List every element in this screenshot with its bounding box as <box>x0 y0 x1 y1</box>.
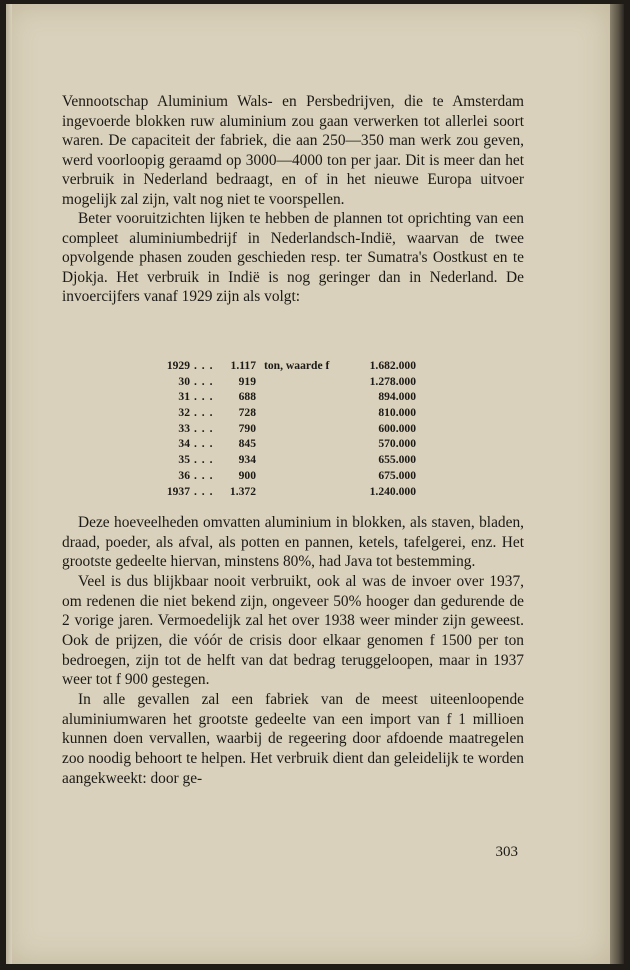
value-cell: 655.000 <box>378 453 416 467</box>
table-row <box>150 358 430 374</box>
table-row <box>150 389 430 405</box>
year-cell: 31 <box>178 390 190 404</box>
table-row <box>150 374 430 390</box>
tons-cell: 1.372 <box>229 484 256 498</box>
paragraph: Veel is dus blijkbaar nooit verbruikt, ook al was de invoer over 1937, om redenen die niet bekend zijn, ongeveer 50% hooger dan gedurende de 2 vorige jaren. Vermoedelijk zal het over 1938 weer minder zijn geweest. Ook de prijzen, die vóór de crisis door elkaar genomen f 1500 per ton bedroegen, zijn tot de helft van dat bedrag teruggeloopen, maar in 1937 weer tot f 900 gestegen. <box>62 572 524 689</box>
table-row <box>150 436 430 452</box>
year-cell: 1937 <box>166 484 190 498</box>
year-cell: 34 <box>178 437 190 451</box>
table-row <box>150 452 430 468</box>
leader-dots: . . . <box>194 484 214 498</box>
tons-cell: 790 <box>238 421 256 435</box>
leader-dots: . . . <box>194 421 214 435</box>
table-row <box>150 484 430 500</box>
tons-cell: 845 <box>238 437 256 451</box>
year-cell: 33 <box>178 421 190 435</box>
table-row <box>150 405 430 421</box>
body-text-bottom <box>62 513 524 788</box>
leader-dots: . . . <box>194 390 214 404</box>
import-figures-table <box>150 358 430 499</box>
leader-dots: . . . <box>194 468 214 482</box>
unit-label <box>256 405 336 421</box>
value-cell: 675.000 <box>378 468 416 482</box>
value-cell: 894.000 <box>378 390 416 404</box>
value-cell: 1.278.000 <box>369 374 416 388</box>
leader-dots: . . . <box>194 437 214 451</box>
unit-label: ton, waarde f <box>264 359 330 372</box>
page-stack-edge <box>610 4 624 964</box>
value-cell: 570.000 <box>378 437 416 451</box>
unit-label <box>256 421 336 437</box>
body-text-top <box>62 92 524 307</box>
tons-cell: 900 <box>238 468 256 482</box>
table-row <box>150 421 430 437</box>
unit-label <box>256 374 336 390</box>
year-cell: 32 <box>178 406 190 420</box>
page-gutter-shadow <box>6 4 12 964</box>
year-cell: 36 <box>178 468 190 482</box>
unit-label <box>256 389 336 405</box>
paragraph: Deze hoeveelheden omvatten aluminium in blokken, als staven, bladen, draad, poeder, als afval, als potten en pannen, ketels, tafelgerei, enz. Het grootste gedeelte hiervan, minstens 80%, had Java tot bestemming. <box>62 514 524 571</box>
unit-label <box>256 436 336 452</box>
tons-cell: 688 <box>238 390 256 404</box>
table-row <box>150 468 430 484</box>
tons-cell: 919 <box>238 374 256 388</box>
year-cell: 1929 <box>166 359 190 372</box>
tons-cell: 728 <box>238 406 256 420</box>
leader-dots: . . . <box>194 374 214 388</box>
paragraph: Beter vooruitzichten lijken te hebben de plannen tot oprichting van een compleet aluminiumbedrijf in Nederlandsch-Indië, waarvan de twee opvolgende phasen zouden geschieden resp. ter Sumatra's Oostkust en te Djokja. Het verbruik in Indië is nog geringer dan in Nederland. De invoercijfers vanaf 1929 zijn als volgt: <box>62 210 524 306</box>
value-cell: 1.682.000 <box>369 359 416 372</box>
year-cell: 35 <box>178 453 190 467</box>
leader-dots: . . . <box>194 359 214 372</box>
leader-dots: . . . <box>194 406 214 420</box>
unit-label <box>256 452 336 468</box>
page-number: 303 <box>495 844 518 860</box>
paragraph: In alle gevallen zal een fabriek van de meest uiteenloopende aluminiumwaren het grootste gedeelte van een import van f 1 millioen kunnen doen vervallen, waarbij de regeering door afdoende maatregelen zoo noodig behoort te helpen. Het verbruik dient dan geleidelijk te worden aangekweekt: door ge- <box>62 690 524 787</box>
tons-cell: 1.117 <box>230 359 256 372</box>
paragraph: Vennootschap Aluminium Wals- en Persbedrijven, die te Amsterdam ingevoerde blokken ruw aluminium zou gaan verwerken tot allerlei soort waren. De capaciteit der fabriek, die aan 250—350 man werk zou geven, werd voorloopig geraamd op 3000—4000 ton per jaar. Dit is meer dan het verbruik in Nederland bedraagt, en of in het nieuwe Europa uitvoer mogelijk zal zijn, valt nog niet te voorspellen. <box>62 93 524 208</box>
value-cell: 810.000 <box>378 406 416 420</box>
unit-label <box>256 468 336 484</box>
unit-label <box>256 484 336 500</box>
value-cell: 600.000 <box>378 421 416 435</box>
tons-cell: 934 <box>238 453 256 467</box>
value-cell: 1.240.000 <box>369 484 416 498</box>
leader-dots: . . . <box>194 453 214 467</box>
year-cell: 30 <box>178 374 190 388</box>
